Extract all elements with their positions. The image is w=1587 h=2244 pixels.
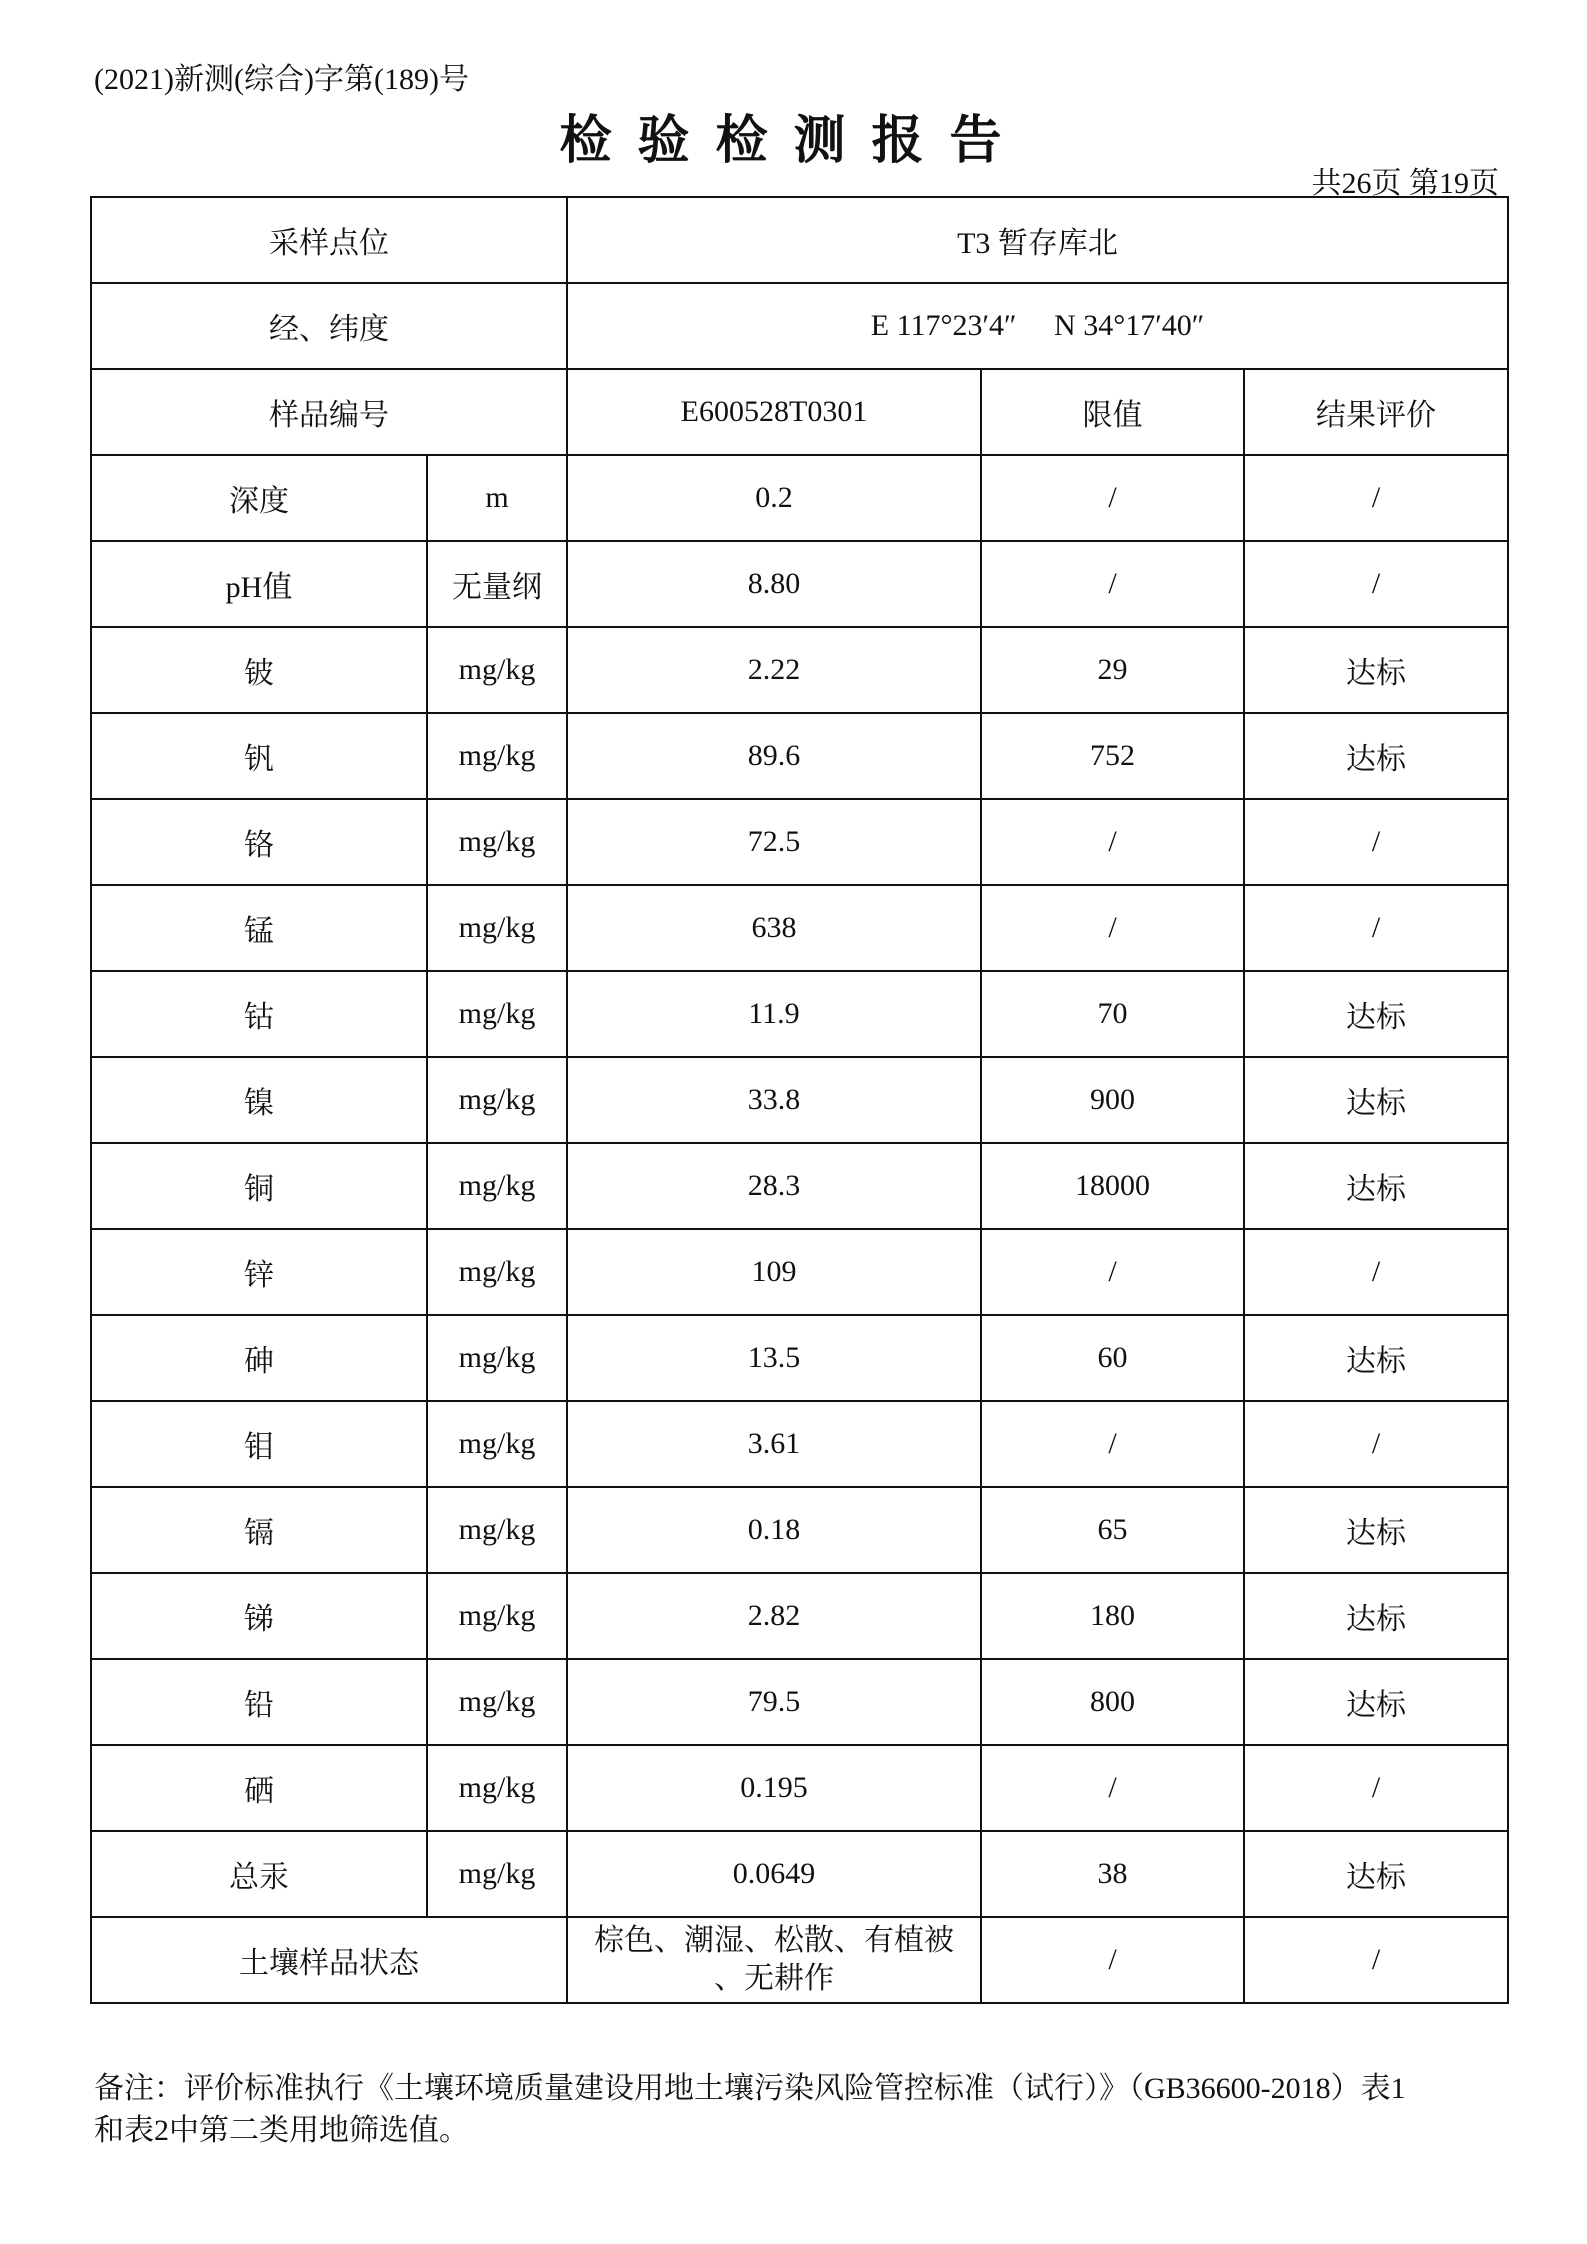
evaluation-cell: 达标 <box>1244 1487 1508 1573</box>
limit-value-cell: / <box>981 1229 1244 1315</box>
unit-cell: 无量纲 <box>427 541 567 627</box>
sample-status-evaluation: / <box>1244 1917 1508 2003</box>
limit-value-cell: 60 <box>981 1315 1244 1401</box>
evaluation-cell: 达标 <box>1244 1143 1508 1229</box>
parameter-name-cell: 镍 <box>91 1057 427 1143</box>
result-value-cell: 28.3 <box>567 1143 981 1229</box>
limit-value-cell: 800 <box>981 1659 1244 1745</box>
result-value-cell: 89.6 <box>567 713 981 799</box>
evaluation-cell: 达标 <box>1244 713 1508 799</box>
parameter-name-cell: 铅 <box>91 1659 427 1745</box>
coordinates-label: 经、纬度 <box>91 283 567 369</box>
unit-cell: mg/kg <box>427 1229 567 1315</box>
parameter-name-cell: 砷 <box>91 1315 427 1401</box>
table-row <box>91 971 1508 1057</box>
unit-cell: mg/kg <box>427 799 567 885</box>
parameter-name-cell: 钒 <box>91 713 427 799</box>
result-value-cell: 0.0649 <box>567 1831 981 1917</box>
limit-value-cell: 752 <box>981 713 1244 799</box>
parameter-name-cell: 镉 <box>91 1487 427 1573</box>
sample-status-value <box>567 1917 981 2003</box>
unit-cell: mg/kg <box>427 1315 567 1401</box>
table-row <box>91 1401 1508 1487</box>
evaluation-cell: 达标 <box>1244 1659 1508 1745</box>
evaluation-cell: 达标 <box>1244 1573 1508 1659</box>
evaluation-cell: / <box>1244 1229 1508 1315</box>
unit-cell: m <box>427 455 567 541</box>
evaluation-cell: 达标 <box>1244 1315 1508 1401</box>
site-row <box>91 197 1508 283</box>
limit-header: 限值 <box>981 369 1244 455</box>
limit-value-cell: / <box>981 799 1244 885</box>
result-value-cell: 8.80 <box>567 541 981 627</box>
coordinates-row <box>91 283 1508 369</box>
table-row <box>91 541 1508 627</box>
unit-cell: mg/kg <box>427 971 567 1057</box>
parameter-name-cell: pH值 <box>91 541 427 627</box>
table-row <box>91 455 1508 541</box>
results-table <box>90 196 1509 2004</box>
evaluation-cell: 达标 <box>1244 627 1508 713</box>
limit-value-cell: / <box>981 885 1244 971</box>
site-value: T3 暂存库北 <box>567 197 1508 283</box>
result-value-cell: 0.195 <box>567 1745 981 1831</box>
result-value-cell: 3.61 <box>567 1401 981 1487</box>
sample-label: 样品编号 <box>91 369 567 455</box>
result-value-cell: 109 <box>567 1229 981 1315</box>
sample-status-label: 土壤样品状态 <box>91 1917 567 2003</box>
limit-value-cell: 180 <box>981 1573 1244 1659</box>
unit-cell: mg/kg <box>427 1143 567 1229</box>
limit-value-cell: / <box>981 541 1244 627</box>
result-value-cell: 72.5 <box>567 799 981 885</box>
table-row <box>91 1487 1508 1573</box>
parameter-name-cell: 硒 <box>91 1745 427 1831</box>
limit-value-cell: 29 <box>981 627 1244 713</box>
result-value-cell: 13.5 <box>567 1315 981 1401</box>
unit-cell: mg/kg <box>427 1745 567 1831</box>
parameter-name-cell: 锰 <box>91 885 427 971</box>
unit-cell: mg/kg <box>427 885 567 971</box>
limit-value-cell: 18000 <box>981 1143 1244 1229</box>
table-row <box>91 627 1508 713</box>
unit-cell: mg/kg <box>427 1659 567 1745</box>
parameter-name-cell: 钴 <box>91 971 427 1057</box>
limit-value-cell: 38 <box>981 1831 1244 1917</box>
evaluation-cell: 达标 <box>1244 1831 1508 1917</box>
evaluation-cell: / <box>1244 1745 1508 1831</box>
parameter-name-cell: 总汞 <box>91 1831 427 1917</box>
limit-value-cell: 900 <box>981 1057 1244 1143</box>
table-row <box>91 1745 1508 1831</box>
limit-value-cell: 70 <box>981 971 1244 1057</box>
table-row <box>91 885 1508 971</box>
table-row <box>91 1315 1508 1401</box>
unit-cell: mg/kg <box>427 1401 567 1487</box>
sample-status-row <box>91 1917 1508 2003</box>
evaluation-cell: 达标 <box>1244 971 1508 1057</box>
parameter-name-cell: 铍 <box>91 627 427 713</box>
table-row <box>91 1831 1508 1917</box>
result-value-cell: 0.2 <box>567 455 981 541</box>
page-count: 共26页 第19页 <box>1311 167 1499 200</box>
unit-cell: mg/kg <box>427 1573 567 1659</box>
evaluation-header: 结果评价 <box>1244 369 1508 455</box>
result-value-cell: 0.18 <box>567 1487 981 1573</box>
unit-cell: mg/kg <box>427 1487 567 1573</box>
unit-cell: mg/kg <box>427 1057 567 1143</box>
result-value-cell: 2.22 <box>567 627 981 713</box>
limit-value-cell: 65 <box>981 1487 1244 1573</box>
evaluation-cell: / <box>1244 541 1508 627</box>
coordinates-value: E 117°23′4″ N 34°17′40″ <box>567 283 1508 369</box>
sample-status-line2: 、无耕作 <box>714 1962 834 1995</box>
result-value-cell: 33.8 <box>567 1057 981 1143</box>
evaluation-cell: / <box>1244 1401 1508 1487</box>
result-value-cell: 79.5 <box>567 1659 981 1745</box>
evaluation-cell: / <box>1244 885 1508 971</box>
evaluation-cell: 达标 <box>1244 1057 1508 1143</box>
unit-cell: mg/kg <box>427 627 567 713</box>
table-row <box>91 1573 1508 1659</box>
unit-cell: mg/kg <box>427 1831 567 1917</box>
sample-status-line1: 棕色、潮湿、松散、有植被 <box>594 1924 954 1957</box>
document-number: (2021)新测(综合)字第(189)号 <box>94 63 469 96</box>
sample-id: E600528T0301 <box>567 369 981 455</box>
table-row <box>91 799 1508 885</box>
parameter-name-cell: 铬 <box>91 799 427 885</box>
result-value-cell: 2.82 <box>567 1573 981 1659</box>
parameter-name-cell: 铜 <box>91 1143 427 1229</box>
sample-status-limit: / <box>981 1917 1244 2003</box>
parameter-name-cell: 深度 <box>91 455 427 541</box>
table-row <box>91 1659 1508 1745</box>
evaluation-cell: / <box>1244 455 1508 541</box>
limit-value-cell: / <box>981 455 1244 541</box>
parameter-name-cell: 钼 <box>91 1401 427 1487</box>
table-row <box>91 713 1508 799</box>
table-row <box>91 1229 1508 1315</box>
unit-cell: mg/kg <box>427 713 567 799</box>
sample-row <box>91 369 1508 455</box>
result-value-cell: 638 <box>567 885 981 971</box>
evaluation-cell: / <box>1244 799 1508 885</box>
result-value-cell: 11.9 <box>567 971 981 1057</box>
footnote: 备注：评价标准执行《土壤环境质量建设用地土壤污染风险管控标准（试行）》（GB36600-2018）表1和表2中第二类用地筛选值。 <box>94 2072 1406 2147</box>
report-title: 检验检测报告 <box>559 111 1028 171</box>
table-row <box>91 1143 1508 1229</box>
table-row <box>91 1057 1508 1143</box>
site-label: 采样点位 <box>91 197 567 283</box>
parameter-name-cell: 锌 <box>91 1229 427 1315</box>
parameter-name-cell: 锑 <box>91 1573 427 1659</box>
limit-value-cell: / <box>981 1401 1244 1487</box>
limit-value-cell: / <box>981 1745 1244 1831</box>
